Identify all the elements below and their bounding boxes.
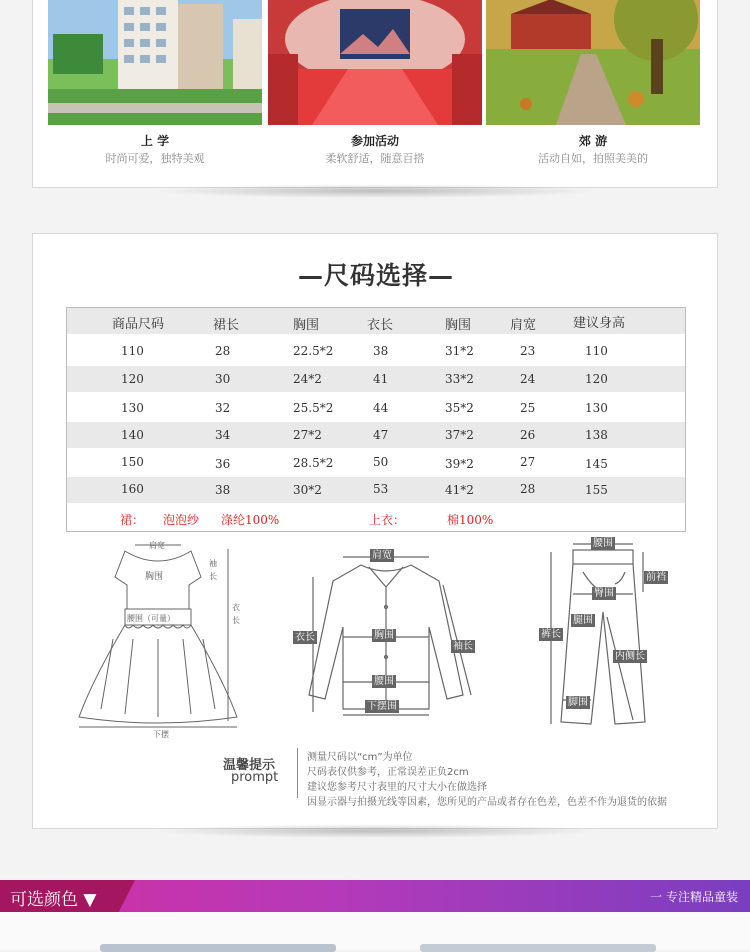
- prompt-note: 因显示器与拍摄光线等因素，您所见的产品或者存在色差，色差不作为退货的依据: [307, 797, 667, 808]
- table-cell: 41: [373, 372, 389, 386]
- prompt-note: 建议您参考尺寸表里的尺寸大小在做选择: [307, 782, 487, 793]
- table-cell: 38: [215, 483, 231, 497]
- color-section-title[interactable]: 可选颜色 ▼: [10, 890, 97, 910]
- shirt-measure-diagram: [291, 547, 481, 717]
- table-cell: 32: [215, 401, 231, 415]
- dress-hem-label: 下摆: [153, 730, 169, 739]
- color-thumb-edge: [100, 944, 336, 952]
- table-cell: 33*2: [445, 372, 474, 386]
- shirt-sleeve-label: 袖长: [453, 641, 473, 652]
- table-cell: 23: [520, 344, 536, 358]
- table-cell: 120: [585, 372, 608, 386]
- table-cell: 53: [373, 482, 389, 496]
- pants-leg-opening-label: 脚围: [568, 697, 588, 708]
- table-cell: 27*2: [293, 428, 322, 442]
- color-section-bar: [0, 880, 750, 912]
- pants-front-rise-label: 前裆: [646, 572, 666, 583]
- table-cell: 110: [585, 344, 608, 358]
- dress-length-label: 衣长: [232, 603, 240, 625]
- table-cell: 36: [215, 457, 231, 471]
- scene-school-title: 上 学: [140, 134, 170, 148]
- shirt-waist-label: 腰围: [374, 676, 394, 687]
- table-cell: 155: [585, 483, 608, 497]
- prompt-divider: [297, 748, 298, 798]
- dress-shoulder-label: 肩宽: [149, 541, 165, 550]
- table-cell: 24*2: [293, 372, 322, 386]
- table-cell: 130: [121, 401, 144, 415]
- table-cell: 38: [373, 344, 389, 358]
- header-cell: 胸围: [445, 318, 472, 333]
- scene-outing-image: [486, 0, 700, 125]
- table-cell: 25: [520, 401, 536, 415]
- table-cell: 39*2: [445, 457, 474, 471]
- table-cell: 120: [121, 372, 144, 386]
- scene-school-subtitle: 时尚可爱，独特美观: [105, 152, 205, 165]
- table-cell: 22.5*2: [293, 344, 334, 358]
- header-cell: 裙长: [213, 318, 240, 333]
- shirt-chest-label: 胸围: [374, 630, 394, 641]
- table-row: [67, 395, 685, 421]
- table-cell: 37*2: [445, 428, 474, 442]
- shirt-shoulder-label: 肩宽: [372, 550, 392, 561]
- table-cell: 138: [585, 428, 608, 442]
- material-skirt-fabric: 泡泡纱: [163, 513, 200, 527]
- material-skirt-label: 裙：: [120, 513, 145, 527]
- prompt-note: 尺码表仅供参考，正常误差正负2cm: [307, 767, 469, 778]
- scene-outing-title: 郊 游: [578, 134, 608, 148]
- table-cell: 160: [121, 482, 144, 496]
- color-thumb-edge: [420, 944, 656, 952]
- pants-thigh-label: 腿围: [573, 615, 593, 626]
- header-cell: 胸围: [293, 318, 320, 333]
- table-cell: 30*2: [293, 483, 322, 497]
- usage-scenes-panel: [32, 0, 718, 188]
- table-cell: 28: [215, 344, 231, 358]
- table-cell: 31*2: [445, 344, 474, 358]
- pants-hip-label: 臀围: [594, 588, 614, 599]
- scene-school-image: [48, 0, 262, 125]
- dress-sleeve-label: 袖长: [209, 559, 217, 581]
- header-cell: 建议身高: [573, 316, 626, 331]
- panel-shadow: [150, 184, 600, 198]
- color-section-slogan: 一 专注精品童装: [650, 890, 738, 904]
- header-cell: 衣长: [367, 318, 394, 333]
- pants-measure-diagram: [533, 532, 683, 732]
- material-top-composition: 棉100%: [447, 513, 494, 527]
- size-table: [66, 307, 686, 532]
- material-top-label: 上衣：: [369, 513, 406, 527]
- dress-waist-label: 腰围（可量）: [127, 614, 175, 623]
- table-cell: 150: [121, 455, 144, 469]
- table-header-row: [67, 308, 685, 334]
- table-cell: 145: [585, 457, 608, 471]
- table-cell: 27: [520, 455, 536, 469]
- header-cell: 商品尺码: [112, 317, 165, 332]
- table-cell: 35*2: [445, 401, 474, 415]
- header-cell: 肩宽: [510, 318, 537, 333]
- table-cell: 110: [121, 344, 144, 358]
- table-row: [67, 450, 685, 476]
- table-row: [67, 477, 685, 503]
- shirt-hem-label: 下摆围: [367, 701, 397, 712]
- table-row: [67, 339, 685, 365]
- prompt-title-en: prompt: [231, 770, 279, 785]
- panel-shadow: [150, 824, 600, 838]
- scene-event-image: [268, 0, 482, 125]
- scene-event-title: 参加活动: [350, 134, 399, 148]
- table-cell: 44: [373, 401, 389, 415]
- table-cell: 28: [520, 482, 536, 496]
- scene-event-subtitle: 柔软舒适，随意百搭: [325, 152, 425, 165]
- table-cell: 34: [215, 428, 231, 442]
- table-cell: 26: [520, 428, 536, 442]
- table-row: [67, 366, 685, 392]
- table-cell: 24: [520, 372, 536, 386]
- pants-inseam-label: 内侧长: [615, 651, 645, 662]
- size-chart-title: —尺码选择—: [297, 261, 454, 290]
- dress-measure-diagram: [73, 539, 243, 739]
- table-cell: 41*2: [445, 483, 474, 497]
- shirt-length-label: 衣长: [295, 632, 315, 643]
- material-skirt-composition: 涤纶100%: [221, 513, 280, 527]
- table-cell: 50: [373, 455, 389, 469]
- table-cell: 30: [215, 372, 231, 386]
- table-row: [67, 422, 685, 448]
- pants-length-label: 裤长: [541, 629, 561, 640]
- dress-chest-label: 胸围: [145, 572, 164, 582]
- color-preview-strip: [0, 912, 750, 950]
- table-cell: 47: [373, 428, 389, 442]
- pants-waist-label: 腰围: [593, 538, 613, 549]
- prompt-note: 测量尺码以“cm”为单位: [307, 752, 413, 763]
- table-cell: 28.5*2: [293, 456, 334, 470]
- size-chart-panel: [32, 233, 718, 829]
- table-cell: 140: [121, 428, 144, 442]
- prompt-title-zh: 温馨提示: [223, 758, 276, 773]
- table-cell: 25.5*2: [293, 401, 334, 415]
- table-cell: 130: [585, 401, 608, 415]
- scene-outing-subtitle: 活动自如，拍照美美的: [538, 152, 648, 165]
